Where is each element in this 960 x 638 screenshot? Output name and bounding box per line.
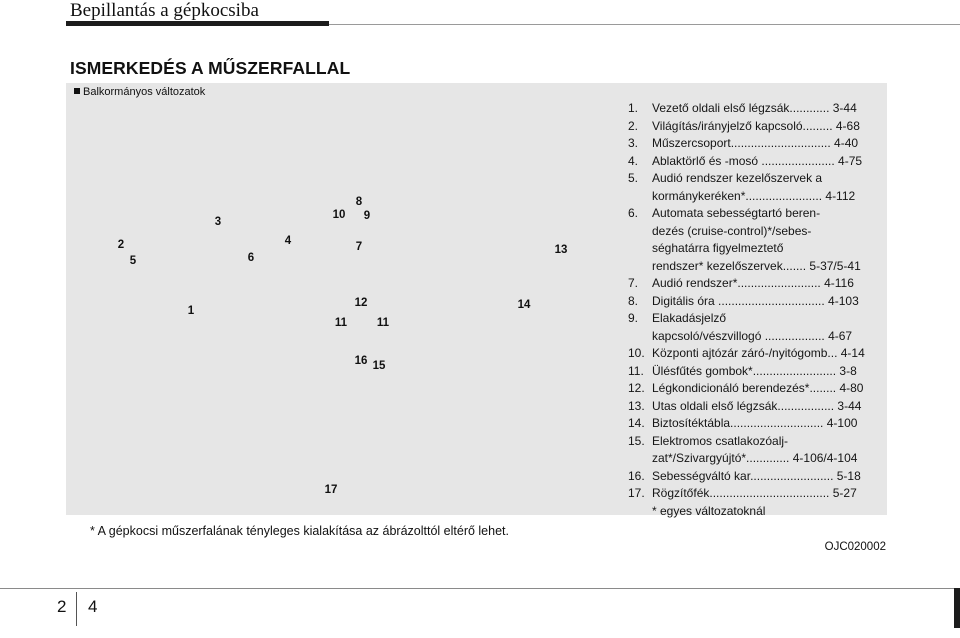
list-item: [628, 380, 883, 398]
list-item: [628, 100, 883, 118]
list-item: [628, 205, 883, 275]
item-number: 4.: [628, 153, 639, 168]
item-text: Biztosítéktábla............................ 4-100: [652, 416, 858, 430]
callout-13: 13: [554, 244, 568, 256]
callout-9: 9: [363, 210, 371, 222]
item-text: Vezető oldali első légzsák............ 3-44: [652, 101, 857, 115]
callout-11-right: 11: [376, 317, 390, 329]
list-item: [628, 398, 883, 416]
item-text: Digitális óra ................................ 4-103: [652, 293, 859, 308]
callout-4: 4: [284, 235, 292, 247]
item-text: Világítás/irányjelző kapcsoló......... 4-68: [652, 118, 860, 133]
item-text: Ülésfűtés gombok*......................... 3-8: [652, 363, 857, 378]
header-rule: [66, 21, 329, 26]
callout-14: 14: [517, 299, 531, 311]
variant-label-row: [74, 86, 205, 98]
callout-8: 8: [355, 196, 363, 208]
list-item: [628, 153, 883, 171]
list-item: [628, 118, 883, 136]
callout-3: 3: [214, 216, 222, 228]
callout-17: 17: [324, 484, 338, 496]
item-text: Ablaktörlő és -mosó ...................... 4-75: [652, 153, 863, 168]
item-text: Audió rendszer kezelőszervek a kormánykeréken*....................... 4-112: [652, 171, 856, 203]
list-note: [628, 503, 883, 521]
item-text: Műszercsoport.............................. 4-40: [652, 136, 859, 150]
item-text: Központi ajtózár záró-/nyitógomb... 4-14: [652, 346, 865, 360]
list-item: [628, 293, 883, 311]
callout-10: 10: [332, 209, 346, 221]
list-item: [628, 485, 883, 503]
list-item: [628, 275, 883, 293]
item-number: 1.: [628, 101, 639, 115]
callout-2: 2: [117, 239, 125, 251]
item-text: Rögzítőfék.................................... 5-27: [652, 486, 857, 500]
callout-5: 5: [129, 255, 137, 267]
item-text: Elektromos csatlakozóalj- zat*/Szivargyújtó*............. 4-106/4-104: [652, 433, 858, 465]
item-number: 5.: [628, 171, 639, 185]
item-number: 10.: [628, 346, 645, 360]
item-number: 2.: [628, 118, 639, 133]
black-square-icon: [74, 88, 80, 94]
item-number: 17.: [628, 486, 645, 500]
note-text: * egyes változatoknál: [652, 503, 766, 518]
callout-12: 12: [354, 297, 368, 309]
item-text: Elakadásjelző kapcsoló/vészvillogó .................. 4-67: [652, 311, 853, 343]
item-number: 16.: [628, 468, 645, 483]
list-item: [628, 345, 883, 363]
footer-rule: [0, 588, 960, 589]
item-text: Légkondicionáló berendezés*........ 4-80: [652, 381, 864, 395]
item-number: 6.: [628, 206, 639, 220]
list-item: [628, 468, 883, 486]
list-item: [628, 135, 883, 153]
item-number: 7.: [628, 276, 639, 290]
page-number: 4: [88, 597, 98, 616]
thumb-tab: [954, 588, 960, 628]
item-number: 13.: [628, 398, 645, 413]
item-text: Automata sebességtartó beren- dezés (cruise-control)*/sebes- séghatárra figyelmeztető rendszer* kezelőszervek....... 5-37/5-41: [652, 206, 861, 273]
item-number: 12.: [628, 381, 645, 395]
item-number: 8.: [628, 293, 639, 308]
header-rule-thin: [329, 24, 960, 25]
list-item: [628, 310, 883, 345]
callout-1: 1: [187, 305, 195, 317]
list-item: [628, 415, 883, 433]
image-code: OJC020002: [824, 541, 886, 553]
header-title: Bepillantás a gépkocsiba: [70, 0, 259, 21]
callout-6: 6: [247, 252, 255, 264]
item-number: 15.: [628, 433, 645, 448]
item-text: Utas oldali első légzsák................. 3-44: [652, 398, 862, 413]
page-divider: [76, 592, 77, 626]
footnote: * A gépkocsi műszerfalának tényleges kialakítása az ábrázolttól eltérő lehet.: [90, 524, 509, 538]
item-number: 3.: [628, 136, 639, 150]
item-number: 11.: [628, 363, 644, 378]
item-text: Audió rendszer*......................... 4-116: [652, 276, 854, 290]
parts-list: [628, 100, 883, 520]
page-chapter: 2: [57, 597, 67, 616]
callout-7: 7: [355, 241, 363, 253]
item-text: Sebességváltó kar......................... 5-18: [652, 468, 861, 483]
callout-11-left: 11: [334, 317, 348, 329]
variant-label: Balkormányos változatok: [83, 86, 206, 98]
item-number: 14.: [628, 416, 645, 430]
callout-15: 15: [372, 360, 386, 372]
list-item: [628, 363, 883, 381]
list-item: [628, 170, 883, 205]
item-number: 9.: [628, 311, 639, 325]
section-title: ISMERKEDÉS A MŰSZERFALLAL: [70, 58, 351, 78]
list-item: [628, 433, 883, 468]
callout-16: 16: [354, 355, 368, 367]
